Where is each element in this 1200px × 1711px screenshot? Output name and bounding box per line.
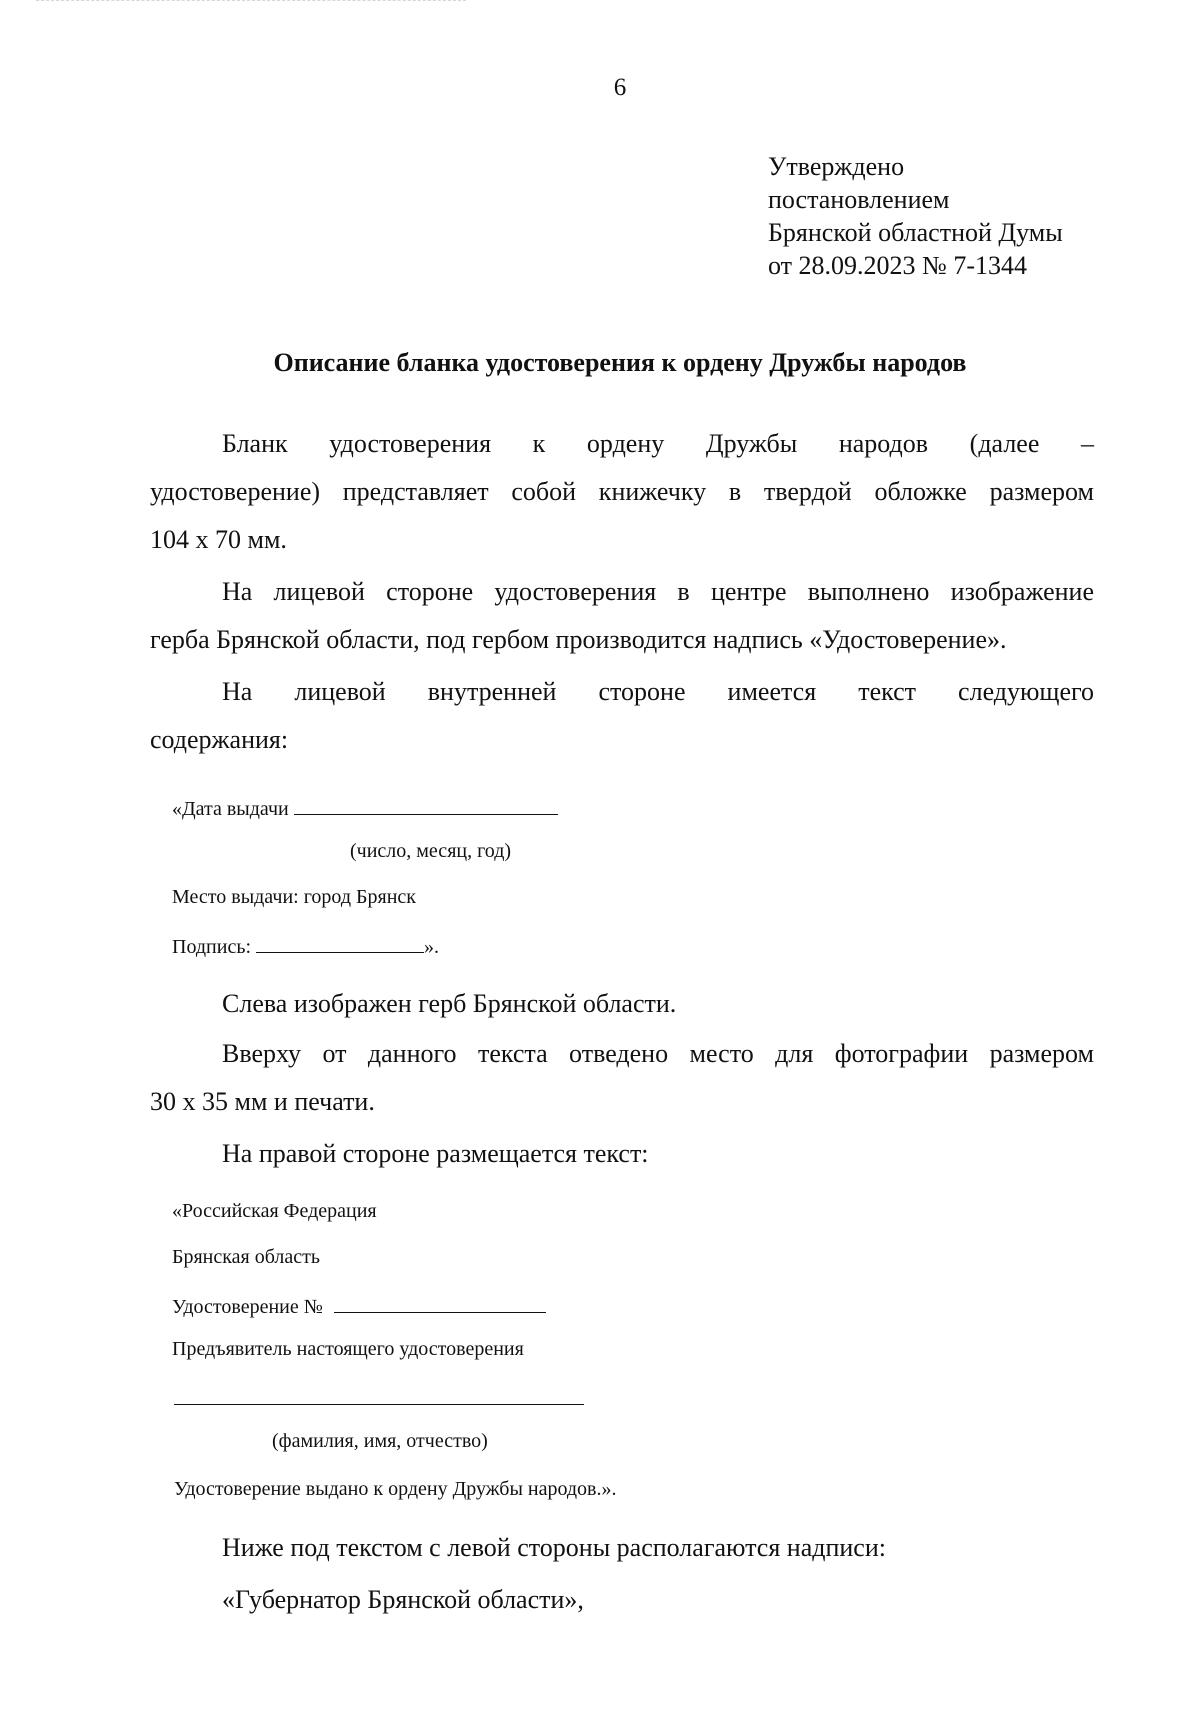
paragraph-line: Ниже под текстом с левой стороны располагаются надписи: bbox=[222, 1533, 886, 1562]
approval-line: постановлением bbox=[768, 185, 950, 214]
cert-number-blank bbox=[334, 1292, 546, 1313]
document-title: Описание бланка удостоверения к ордену Дружбы народов bbox=[273, 348, 967, 377]
page-number: 6 bbox=[613, 74, 627, 101]
paragraph-line: Слева изображен герб Брянской области. bbox=[222, 989, 677, 1018]
paragraph-line: На правой стороне размещается текст: bbox=[222, 1139, 649, 1168]
paragraph-line: Вверху от данного текста отведено место для фотографии размером bbox=[222, 1039, 1094, 1068]
signature-label: Подпись: bbox=[172, 936, 252, 958]
issue-date-blank bbox=[294, 794, 558, 815]
issue-date-hint: (число, месяц, год) bbox=[350, 840, 512, 862]
issued-for: Удостоверение выдано к ордену Дружбы народов.». bbox=[174, 1478, 617, 1500]
signature-blank bbox=[256, 932, 424, 953]
approval-line: от 28.09.2023 № 7-1344 bbox=[768, 251, 1027, 280]
paragraph-line: содержания: bbox=[150, 725, 289, 754]
issue-date-row bbox=[172, 794, 558, 821]
signature-row bbox=[172, 932, 439, 959]
paragraph-line: На лицевой стороне удостоверения в центре выполнено изображение bbox=[222, 577, 1094, 606]
approval-line: Брянской областной Думы bbox=[768, 218, 1063, 247]
form-right-line: «Российская Федерация bbox=[172, 1200, 377, 1222]
holder-label: Предъявитель настоящего удостоверения bbox=[172, 1338, 524, 1360]
issue-place: Место выдачи: город Брянск bbox=[172, 886, 416, 908]
holder-name-blank bbox=[174, 1404, 584, 1405]
paragraph-line: «Губернатор Брянской области», bbox=[222, 1585, 584, 1614]
cert-number-row bbox=[172, 1292, 546, 1319]
form-right-line: Брянская область bbox=[172, 1246, 321, 1268]
signature-end: ». bbox=[424, 936, 440, 958]
cert-number-label: Удостоверение № bbox=[172, 1296, 323, 1318]
issue-date-label: «Дата выдачи bbox=[172, 798, 289, 820]
paragraph-line: герба Брянской области, под гербом производится надпись «Удостоверение». bbox=[150, 625, 1007, 654]
paragraph-line: удостоверение) представляет собой книжечку в твердой обложке размером bbox=[150, 477, 1094, 506]
approval-block bbox=[768, 150, 1063, 282]
paragraph-line: На лицевой внутренней стороне имеется текст следующего bbox=[222, 677, 1094, 706]
paragraph-line: Бланк удостоверения к ордену Дружбы народов (далее – bbox=[222, 429, 1094, 458]
name-hint: (фамилия, имя, отчество) bbox=[272, 1430, 488, 1452]
approval-line: Утверждено bbox=[768, 152, 905, 181]
scan-artifact-line bbox=[36, 0, 466, 5]
paragraph-line: 30 х 35 мм и печати. bbox=[150, 1087, 375, 1116]
paragraph-line: 104 х 70 мм. bbox=[150, 525, 287, 554]
